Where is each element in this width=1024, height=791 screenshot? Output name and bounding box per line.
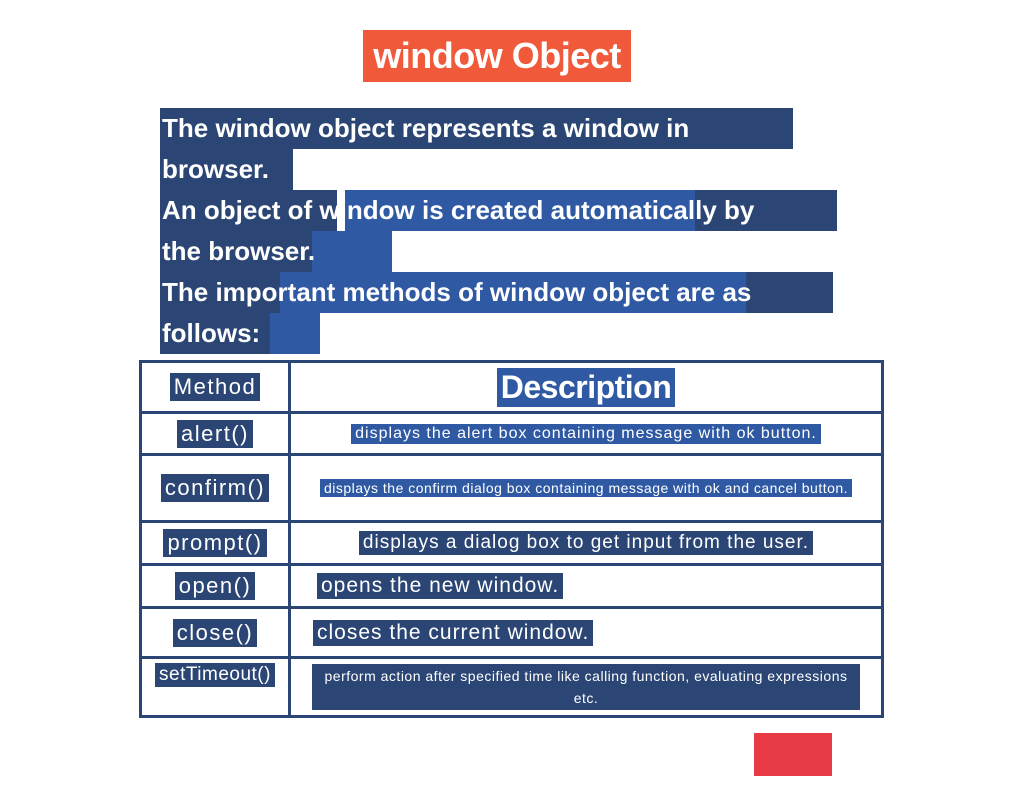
header-method: Method	[170, 373, 260, 401]
method-name: open()	[175, 572, 256, 600]
method-description: displays the confirm dialog box containing message with ok and cancel button.	[320, 479, 852, 497]
table-row	[291, 456, 881, 520]
header-description-cell	[291, 363, 881, 411]
method-description: perform action after specified time like calling function, evaluating expressions etc.	[312, 664, 860, 710]
intro-line: the browser.	[160, 231, 840, 272]
method-name: setTimeout()	[155, 663, 275, 687]
table-row	[142, 609, 288, 656]
header-description: Description	[497, 368, 676, 407]
table-row	[142, 523, 288, 563]
table-row	[291, 659, 881, 715]
method-description: displays the alert box containing message with ok button.	[351, 424, 821, 444]
intro-line: An object of window is created automatically by	[160, 190, 840, 231]
intro-line: The important methods of window object are as	[160, 272, 840, 313]
method-description: opens the new window.	[317, 573, 563, 599]
table-row	[291, 609, 881, 656]
method-name: confirm()	[161, 474, 269, 502]
intro-line: The window object represents a window in	[160, 108, 840, 149]
methods-table	[139, 360, 884, 718]
intro-line: browser.	[160, 149, 840, 190]
decorative-red-block	[754, 733, 832, 776]
table-row	[291, 523, 881, 563]
table-row	[142, 414, 288, 453]
method-name: alert()	[177, 420, 253, 448]
method-description: closes the current window.	[313, 620, 593, 646]
intro-line: follows:	[160, 313, 840, 354]
table-row	[142, 566, 288, 606]
table-row	[142, 456, 288, 520]
intro-text	[160, 108, 840, 354]
table-row	[291, 414, 881, 453]
method-name: prompt()	[163, 529, 266, 557]
table-row	[291, 566, 881, 606]
method-description: displays a dialog box to get input from the user.	[359, 531, 813, 555]
page-title: window Object	[363, 30, 631, 82]
method-name: close()	[173, 619, 258, 647]
table-row	[142, 659, 288, 715]
header-method-cell	[142, 363, 288, 411]
